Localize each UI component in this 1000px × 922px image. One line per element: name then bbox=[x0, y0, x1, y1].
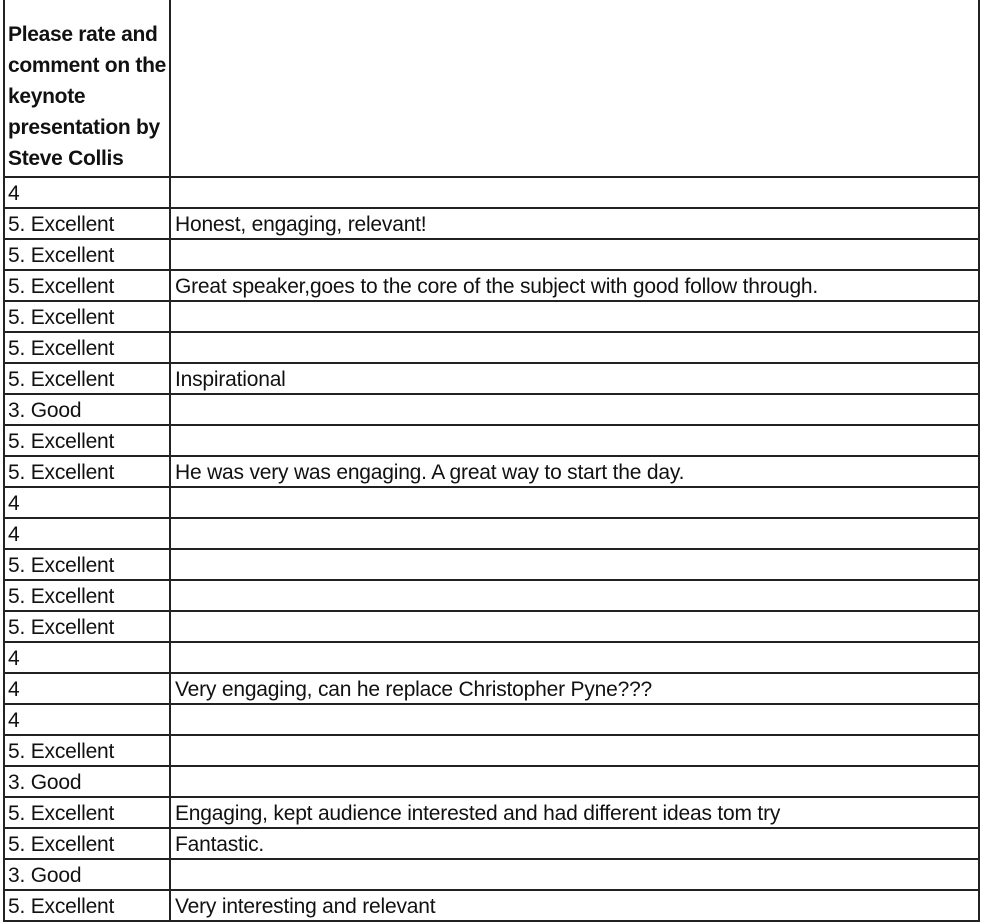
comment-cell bbox=[171, 178, 980, 207]
rating-cell: 5. Excellent bbox=[5, 426, 171, 455]
rating-cell: 5. Excellent bbox=[5, 891, 171, 920]
rating-cell: 5. Excellent bbox=[5, 829, 171, 858]
table-row bbox=[5, 674, 980, 705]
rating-cell: 5. Excellent bbox=[5, 240, 171, 269]
table-row bbox=[5, 829, 980, 860]
rating-cell: 3. Good bbox=[5, 767, 171, 796]
comment-cell bbox=[171, 767, 980, 796]
rating-cell: 4 bbox=[5, 705, 171, 734]
rating-cell: 3. Good bbox=[5, 860, 171, 889]
table-row bbox=[5, 209, 980, 240]
comment-cell: Great speaker,goes to the core of the subject with good follow through. bbox=[171, 271, 980, 300]
rating-cell: 5. Excellent bbox=[5, 364, 171, 393]
table-row bbox=[5, 364, 980, 395]
comment-cell bbox=[171, 426, 980, 455]
comment-cell bbox=[171, 240, 980, 269]
rating-cell: 5. Excellent bbox=[5, 798, 171, 827]
comment-cell: Very engaging, can he replace Christopher Pyne??? bbox=[171, 674, 980, 703]
comment-cell bbox=[171, 581, 980, 610]
rating-cell: 4 bbox=[5, 178, 171, 207]
comment-cell bbox=[171, 736, 980, 765]
table-row bbox=[5, 488, 980, 519]
table-row bbox=[5, 302, 980, 333]
table-row bbox=[5, 395, 980, 426]
rating-cell: 5. Excellent bbox=[5, 736, 171, 765]
rating-cell: 4 bbox=[5, 519, 171, 548]
comment-cell: Engaging, kept audience interested and had different ideas tom try bbox=[171, 798, 980, 827]
rating-cell: 5. Excellent bbox=[5, 457, 171, 486]
comment-cell bbox=[171, 302, 980, 331]
table-header-row bbox=[5, 0, 980, 178]
table-row bbox=[5, 178, 980, 209]
rating-cell: 5. Excellent bbox=[5, 271, 171, 300]
table-body bbox=[5, 178, 980, 922]
comment-cell bbox=[171, 519, 980, 548]
rating-cell: 5. Excellent bbox=[5, 550, 171, 579]
table-row bbox=[5, 891, 980, 922]
rating-cell: 5. Excellent bbox=[5, 612, 171, 641]
rating-cell: 5. Excellent bbox=[5, 209, 171, 238]
table-row bbox=[5, 612, 980, 643]
comment-cell bbox=[171, 643, 980, 672]
rating-column-header-text: Please rate and comment on the keynote presentation by Steve Collis bbox=[8, 23, 166, 170]
table-row bbox=[5, 550, 980, 581]
rating-cell: 4 bbox=[5, 674, 171, 703]
table-row bbox=[5, 705, 980, 736]
table-row bbox=[5, 457, 980, 488]
comment-cell bbox=[171, 488, 980, 517]
table-row bbox=[5, 426, 980, 457]
comment-cell: Fantastic. bbox=[171, 829, 980, 858]
rating-cell: 5. Excellent bbox=[5, 333, 171, 362]
comment-cell bbox=[171, 612, 980, 641]
rating-column-header bbox=[5, 0, 171, 176]
comment-cell bbox=[171, 395, 980, 424]
comment-cell: Honest, engaging, relevant! bbox=[171, 209, 980, 238]
table-row bbox=[5, 860, 980, 891]
rating-cell: 5. Excellent bbox=[5, 302, 171, 331]
comment-column-header bbox=[171, 0, 980, 176]
comment-cell bbox=[171, 550, 980, 579]
table-row bbox=[5, 333, 980, 364]
rating-cell: 4 bbox=[5, 643, 171, 672]
rating-cell: 3. Good bbox=[5, 395, 171, 424]
table-row bbox=[5, 798, 980, 829]
table-row bbox=[5, 240, 980, 271]
comment-cell: Inspirational bbox=[171, 364, 980, 393]
comment-cell: He was very was engaging. A great way to start the day. bbox=[171, 457, 980, 486]
table-row bbox=[5, 643, 980, 674]
survey-table bbox=[3, 0, 980, 922]
rating-cell: 5. Excellent bbox=[5, 581, 171, 610]
table-row bbox=[5, 581, 980, 612]
comment-cell bbox=[171, 705, 980, 734]
comment-cell bbox=[171, 860, 980, 889]
rating-cell: 4 bbox=[5, 488, 171, 517]
table-row bbox=[5, 271, 980, 302]
table-row bbox=[5, 519, 980, 550]
comment-cell: Very interesting and relevant bbox=[171, 891, 980, 920]
table-row bbox=[5, 767, 980, 798]
table-row bbox=[5, 736, 980, 767]
comment-cell bbox=[171, 333, 980, 362]
